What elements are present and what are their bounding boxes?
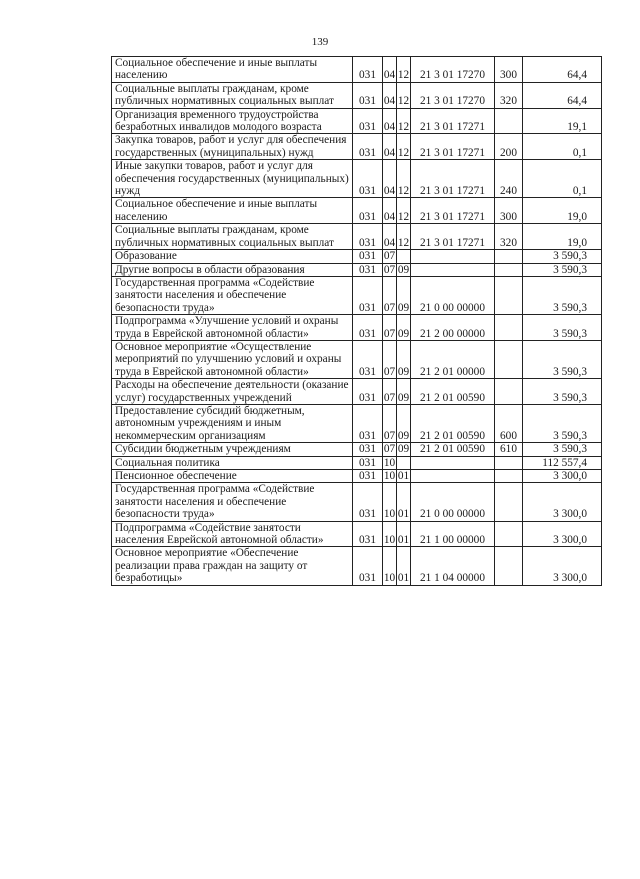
cell-section-code: 07 xyxy=(383,263,396,276)
cell-expense-type: 320 xyxy=(495,82,523,108)
table-row xyxy=(112,134,602,160)
cell-expense-type xyxy=(495,263,523,276)
cell-admin-code: 031 xyxy=(353,263,383,276)
cell-target-article: 21 0 00 00000 xyxy=(411,483,495,521)
cell-amount: 64,4 xyxy=(523,82,602,108)
cell-subsection-code: 09 xyxy=(397,379,411,405)
cell-subsection-code xyxy=(397,456,411,469)
cell-expense-name: Закупка товаров, работ и услуг для обеспечения государственных (муниципальных) нужд xyxy=(112,134,353,160)
cell-expense-type: 600 xyxy=(495,404,523,442)
cell-expense-name: Иные закупки товаров, работ и услуг для обеспечения государственных (муниципальных) нужд xyxy=(112,160,353,198)
cell-section-code: 07 xyxy=(383,443,396,456)
budget-table-body xyxy=(112,57,602,586)
cell-admin-code: 031 xyxy=(353,379,383,405)
cell-expense-type xyxy=(495,250,523,263)
cell-amount: 19,0 xyxy=(523,198,602,224)
cell-section-code: 07 xyxy=(383,404,397,442)
cell-target-article: 21 0 00 00000 xyxy=(411,276,495,314)
cell-subsection-code: 09 xyxy=(397,315,411,341)
cell-admin-code: 031 xyxy=(353,404,383,442)
cell-expense-name: Организация временного трудоустройства безработных инвалидов молодого возраста xyxy=(112,108,353,134)
cell-admin-code: 031 xyxy=(353,160,383,198)
cell-admin-code: 031 xyxy=(353,521,383,547)
cell-subsection-code: 09 xyxy=(397,404,411,442)
cell-admin-code: 031 xyxy=(353,456,383,469)
cell-subsection-code: 12 xyxy=(397,198,411,224)
table-row xyxy=(112,379,602,405)
cell-expense-name: Расходы на обеспечение деятельности (оказание услуг) государственных учреждений xyxy=(112,379,353,405)
cell-expense-type: 300 xyxy=(495,57,523,83)
cell-expense-name: Другие вопросы в области образования xyxy=(112,263,353,276)
cell-expense-type xyxy=(495,340,523,378)
cell-target-article: 21 1 04 00000 xyxy=(411,547,495,585)
cell-target-article: 21 3 01 17271 xyxy=(411,108,495,134)
cell-admin-code: 031 xyxy=(353,315,383,341)
cell-amount: 3 590,3 xyxy=(523,404,602,442)
cell-admin-code: 031 xyxy=(353,483,383,521)
cell-admin-code: 031 xyxy=(353,108,383,134)
cell-admin-code: 031 xyxy=(353,340,383,378)
table-row xyxy=(112,224,602,250)
cell-expense-type xyxy=(495,483,523,521)
table-row xyxy=(112,483,602,521)
table-row xyxy=(112,198,602,224)
cell-expense-name: Социальная политика xyxy=(112,456,353,469)
cell-subsection-code xyxy=(397,250,411,263)
cell-expense-name: Субсидии бюджетным учреждениям xyxy=(112,443,353,456)
cell-target-article: 21 3 01 17270 xyxy=(411,57,495,83)
cell-target-article: 21 2 01 00590 xyxy=(411,379,495,405)
cell-expense-name: Социальное обеспечение и иные выплаты населению xyxy=(112,57,353,83)
cell-expense-name: Образование xyxy=(112,250,353,263)
cell-amount: 19,1 xyxy=(523,108,602,134)
cell-target-article: 21 1 00 00000 xyxy=(411,521,495,547)
cell-expense-type: 320 xyxy=(495,224,523,250)
cell-amount: 3 590,3 xyxy=(523,340,602,378)
cell-subsection-code: 12 xyxy=(397,160,411,198)
table-row xyxy=(112,443,602,456)
cell-amount: 3 300,0 xyxy=(523,521,602,547)
cell-target-article xyxy=(411,263,495,276)
cell-expense-name: Основное мероприятие «Обеспечение реализации права граждан на защиту от безработицы» xyxy=(112,547,353,585)
cell-admin-code: 031 xyxy=(353,443,383,456)
table-row xyxy=(112,250,602,263)
cell-amount: 3 590,3 xyxy=(523,263,602,276)
table-row xyxy=(112,82,602,108)
cell-amount: 3 590,3 xyxy=(523,443,602,456)
cell-section-code: 07 xyxy=(383,379,397,405)
cell-amount: 0,1 xyxy=(523,160,602,198)
cell-subsection-code: 09 xyxy=(397,443,410,456)
table-row xyxy=(112,521,602,547)
cell-section-code: 04 xyxy=(383,224,397,250)
cell-amount: 112 557,4 xyxy=(523,456,602,469)
cell-admin-code: 031 xyxy=(353,198,383,224)
cell-expense-name: Государственная программа «Содействие занятости населения и обеспечение безопасности труда» xyxy=(112,483,353,521)
cell-target-article xyxy=(411,470,495,483)
cell-amount: 3 590,3 xyxy=(523,250,602,263)
table-row xyxy=(112,547,602,585)
cell-admin-code: 031 xyxy=(353,250,383,263)
cell-subsection-code: 01 xyxy=(397,547,411,585)
cell-expense-name: Социальное обеспечение и иные выплаты населению xyxy=(112,198,353,224)
cell-expense-type: 240 xyxy=(495,160,523,198)
table-row xyxy=(112,108,602,134)
cell-amount: 3 300,0 xyxy=(523,483,602,521)
cell-amount: 3 300,0 xyxy=(523,547,602,585)
cell-section-code: 07 xyxy=(383,250,396,263)
cell-expense-type: 300 xyxy=(495,198,523,224)
cell-target-article xyxy=(411,456,495,469)
cell-amount: 3 300,0 xyxy=(523,470,602,483)
cell-expense-name: Основное мероприятие «Осуществление мероприятий по улучшению условий и охраны труда в Еврейской автономной области» xyxy=(112,340,353,378)
cell-target-article xyxy=(411,250,495,263)
cell-admin-code: 031 xyxy=(353,134,383,160)
cell-target-article: 21 3 01 17270 xyxy=(411,82,495,108)
cell-expense-name: Социальные выплаты гражданам, кроме публичных нормативных социальных выплат xyxy=(112,224,353,250)
cell-subsection-code: 12 xyxy=(397,82,411,108)
cell-target-article: 21 2 01 00590 xyxy=(411,443,495,456)
table-row xyxy=(112,276,602,314)
cell-amount: 3 590,3 xyxy=(523,276,602,314)
cell-target-article: 21 2 01 00000 xyxy=(411,340,495,378)
cell-expense-name: Подпрограмма «Улучшение условий и охраны труда в Еврейской автономной области» xyxy=(112,315,353,341)
table-row xyxy=(112,404,602,442)
cell-expense-type: 200 xyxy=(495,134,523,160)
cell-subsection-code: 09 xyxy=(397,263,410,276)
table-row xyxy=(112,470,602,483)
cell-expense-type xyxy=(495,379,523,405)
cell-target-article: 21 3 01 17271 xyxy=(411,134,495,160)
cell-amount: 64,4 xyxy=(523,57,602,83)
cell-section-code: 04 xyxy=(383,160,397,198)
cell-expense-type xyxy=(495,456,523,469)
cell-admin-code: 031 xyxy=(353,547,383,585)
page-number: 139 xyxy=(311,36,329,48)
table-row xyxy=(112,263,602,276)
table-row xyxy=(112,456,602,469)
cell-section-code: 10 xyxy=(383,470,396,482)
cell-subsection-code: 01 xyxy=(397,470,410,482)
cell-section-code: 07 xyxy=(383,315,397,341)
cell-subsection-code: 12 xyxy=(397,134,411,160)
cell-section-code: 10 xyxy=(383,521,397,547)
cell-expense-type xyxy=(495,547,523,585)
cell-expense-name: Предоставление субсидий бюджетным, автономным учреждениям и иным некоммерческим организациям xyxy=(112,404,353,442)
cell-expense-type xyxy=(495,276,523,314)
cell-admin-code: 031 xyxy=(353,57,383,83)
cell-subsection-code: 12 xyxy=(397,108,411,134)
cell-subsection-code: 01 xyxy=(397,483,411,521)
table-row xyxy=(112,160,602,198)
cell-section-code: 04 xyxy=(383,134,397,160)
cell-admin-code: 031 xyxy=(353,276,383,314)
cell-section-code: 10 xyxy=(383,456,396,469)
table-row xyxy=(112,315,602,341)
cell-expense-name: Социальные выплаты гражданам, кроме публичных нормативных социальных выплат xyxy=(112,82,353,108)
cell-subsection-code: 12 xyxy=(397,57,411,83)
cell-section-code: 04 xyxy=(383,108,397,134)
cell-expense-type: 610 xyxy=(495,443,523,456)
table-row xyxy=(112,340,602,378)
cell-section-code: 04 xyxy=(383,57,397,83)
cell-amount: 3 590,3 xyxy=(523,315,602,341)
cell-amount: 19,0 xyxy=(523,224,602,250)
cell-expense-type xyxy=(495,108,523,134)
cell-expense-name: Подпрограмма «Содействие занятости населения Еврейской автономной области» xyxy=(112,521,353,547)
cell-section-code: 07 xyxy=(383,276,397,314)
cell-section-code: 07 xyxy=(383,340,397,378)
cell-target-article: 21 3 01 17271 xyxy=(411,224,495,250)
cell-expense-type xyxy=(495,521,523,547)
cell-target-article: 21 2 00 00000 xyxy=(411,315,495,341)
cell-section-code: 10 xyxy=(383,483,397,521)
table-row xyxy=(112,57,602,83)
cell-subsection-code: 01 xyxy=(397,521,411,547)
cell-target-article: 21 2 01 00590 xyxy=(411,404,495,442)
cell-subsection-code: 09 xyxy=(397,340,411,378)
cell-target-article: 21 3 01 17271 xyxy=(411,160,495,198)
cell-amount: 0,1 xyxy=(523,134,602,160)
cell-target-article: 21 3 01 17271 xyxy=(411,198,495,224)
cell-admin-code: 031 xyxy=(353,82,383,108)
cell-expense-type xyxy=(495,315,523,341)
cell-expense-name: Пенсионное обеспечение xyxy=(112,470,353,483)
cell-expense-name: Государственная программа «Содействие занятости населения и обеспечение безопасности труда» xyxy=(112,276,353,314)
cell-subsection-code: 09 xyxy=(397,276,411,314)
cell-admin-code: 031 xyxy=(353,470,383,483)
cell-expense-type xyxy=(495,470,523,483)
cell-amount: 3 590,3 xyxy=(523,379,602,405)
cell-subsection-code: 12 xyxy=(397,224,411,250)
cell-section-code: 04 xyxy=(383,198,397,224)
cell-admin-code: 031 xyxy=(353,224,383,250)
cell-section-code: 10 xyxy=(383,547,397,585)
budget-table xyxy=(111,56,602,586)
cell-section-code: 04 xyxy=(383,82,397,108)
